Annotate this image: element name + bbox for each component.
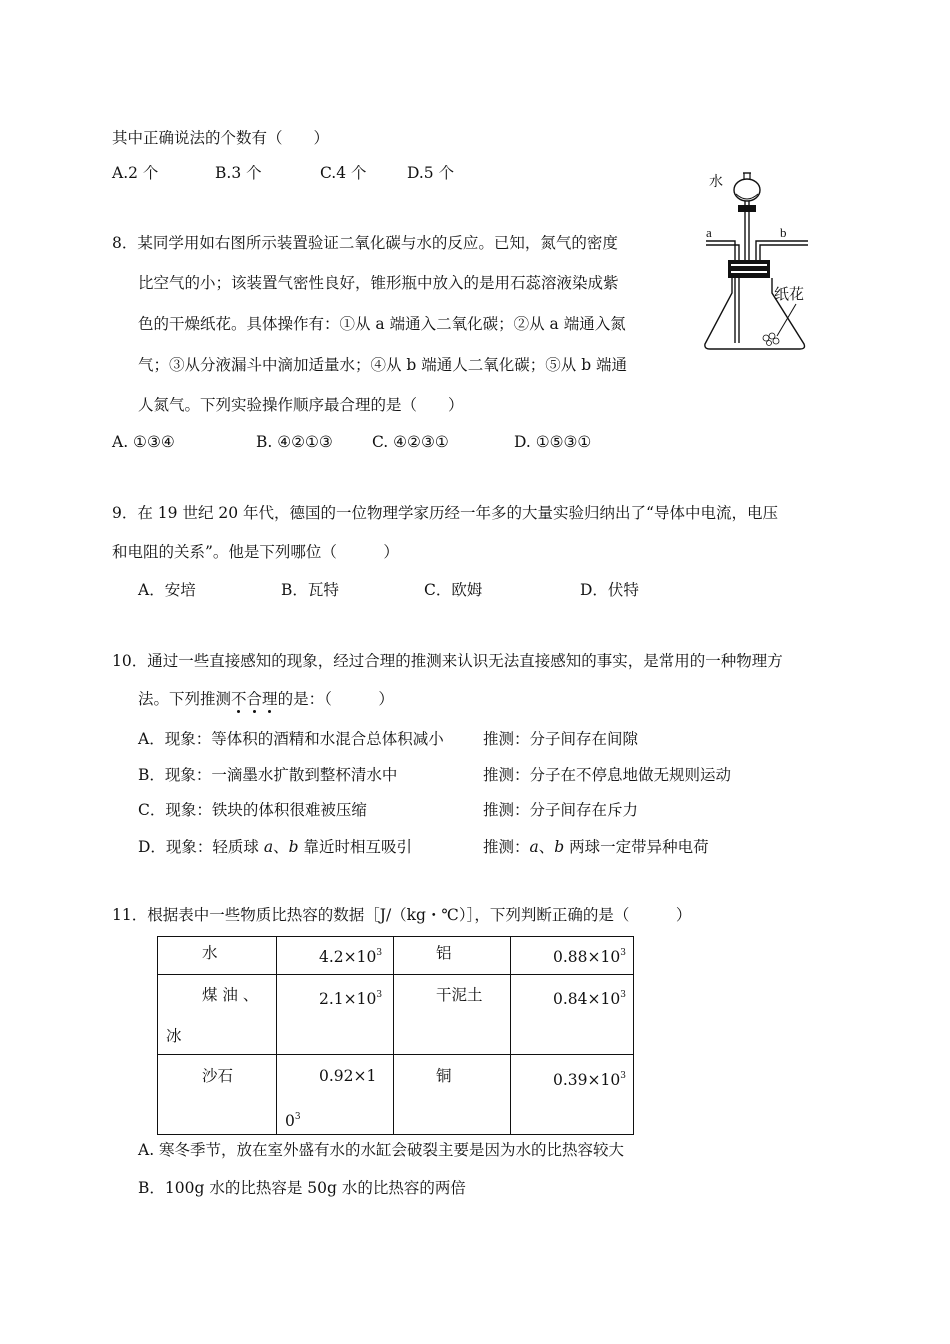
substance-water: 水 [202,944,218,962]
q10-option-a-inference: 推测：分子间存在间隙 [483,730,639,748]
funnel-bulb [734,179,760,201]
q9-option-b: B．瓦特 [281,581,339,599]
substance-dry-soil: 干泥土 [436,986,483,1004]
q11-option-b: B．100g 水的比热容是 50g 水的比热容的两倍 [138,1179,466,1197]
q10-option-b: B．现象：一滴墨水扩散到整杯清水中 [138,766,398,784]
table-cell [277,937,394,975]
table-cell [394,937,511,975]
emphasis-char: 合 [246,690,263,708]
table-row [158,975,634,1055]
q10-d-sep: 、 [273,838,289,856]
label-a: a [706,225,712,240]
q10-d-infer-pre: 推测： [483,838,530,856]
value-dry-soil: $0.84\times 10^3$ [553,990,626,1008]
stopcock [738,205,756,212]
apparatus-figure [700,168,830,358]
substance-copper: 铜 [436,1067,452,1085]
var-a: a [529,838,539,856]
table-row [158,1055,634,1135]
q7-option-c: C.4 个 [320,164,367,182]
substance-kerosene-ice-line2: 冰 [166,1027,182,1045]
value-water: $4.2\times 10^3$ [319,948,383,966]
q10-line2-pre: 法。下列推测 [138,690,232,708]
q10-option-d [138,837,412,857]
q8-option-c: C. ④②③① [372,433,449,451]
table-cell [277,975,394,1055]
q9-line-1: 9．在 19 世纪 20 年代，德国的一位物理学家历经一年多的大量实验归纳出了“导体中电流，电压 [112,504,778,522]
q8-line-3: 色的干燥纸花。具体操作有：①从 a 端通入二氧化碳；②从 a 端通入氮 [138,315,626,333]
q9-option-a: A．安培 [138,581,196,599]
q10-option-c: C．现象：铁块的体积很难被压缩 [138,801,367,819]
q7-tail: 其中正确说法的个数有（ ） [112,129,330,147]
tube-a [706,241,735,343]
q8-option-b: B. ④②①③ [256,433,333,451]
table-cell [511,937,634,975]
substance-sand: 沙石 [202,1067,234,1085]
var-b: b [288,838,299,856]
q10-line2-post: 的是：（ ） [277,690,394,708]
q10-option-b-inference: 推测：分子在不停息地做无规则运动 [483,766,732,784]
q9-line-2: 和电阻的关系”。他是下列哪位（ ） [112,543,399,561]
table-cell [511,975,634,1055]
value-copper: $0.39\times 10^3$ [553,1071,626,1089]
q10-d-infer-sep: 、 [538,838,555,856]
q8-line-5: 人氮气。下列实验操作顺序最合理的是（ ） [138,396,464,414]
q10-option-c-inference: 推测：分子间存在斥力 [483,801,639,819]
q8-option-d: D. ①⑤③① [514,433,592,451]
q10-d-post: 靠近时相互吸引 [298,838,412,856]
emphasis-char: 理 [262,690,278,708]
q7-option-b: B.3 个 [215,164,262,182]
q10-option-a: A．现象：等体积的酒精和水混合总体积减小 [138,730,444,748]
q11-stem: 11．根据表中一些物质比热容的数据［J/（kg・℃）］，下列判断正确的是（ ） [112,906,692,924]
paper-flower [763,333,779,346]
q9-option-c: C．欧姆 [424,581,483,599]
stopper [728,260,770,278]
emphasis-char: 不 [231,690,247,708]
value-sand-line1: 0.92×1 [319,1067,377,1085]
q8-line-4: 气；③从分液漏斗中滴加适量水；④从 b 端通人二氧化碳；⑤从 b 端通 [138,356,628,374]
q8-option-a: A. ①③④ [112,433,175,451]
var-a: a [263,838,274,856]
specific-heat-table [157,936,634,1135]
table-cell [511,1055,634,1135]
value-sand-line2: $0^3$ [285,1112,301,1130]
q10-line-2 [138,689,394,709]
table-row [158,937,634,975]
value-aluminum: $0.88\times 10^3$ [553,948,626,966]
q7-option-d: D.5 个 [407,164,455,182]
substance-aluminum: 铝 [436,944,452,962]
q8-line-1: 8．某同学用如右图所示装置验证二氧化碳与水的反应。已知，氮气的密度 [112,234,618,252]
substance-kerosene-ice-line1: 煤 油 、 [202,986,259,1004]
table-cell [277,1055,394,1135]
q10-line-1: 10．通过一些直接感知的现象，经过合理的推测来认识无法直接感知的事实，是常用的一种物理方 [112,652,783,670]
table-cell [394,1055,511,1135]
label-b: b [780,225,787,240]
var-b: b [554,838,565,856]
table-cell [158,975,277,1055]
table-cell [158,1055,277,1135]
label-paper-flower: 纸花 [774,287,805,303]
q10-option-d-inference [483,837,709,857]
q9-option-d: D．伏特 [580,581,639,599]
q7-option-a: A.2 个 [112,164,159,182]
table-cell [158,937,277,975]
q10-d-pre: D．现象：轻质球 [138,838,264,856]
q8-line-2: 比空气的小；该装置气密性良好，锥形瓶中放入的是用石蕊溶液染成紫 [138,274,619,292]
value-kerosene-ice: $2.1\times 10^3$ [319,990,383,1008]
label-water: 水 [709,175,723,190]
table-cell [394,975,511,1055]
q10-d-infer-post: 两球一定带异种电荷 [564,838,709,856]
q11-option-a: A. 寒冬季节，放在室外盛有水的水缸会破裂主要是因为水的比热容较大 [138,1141,625,1159]
